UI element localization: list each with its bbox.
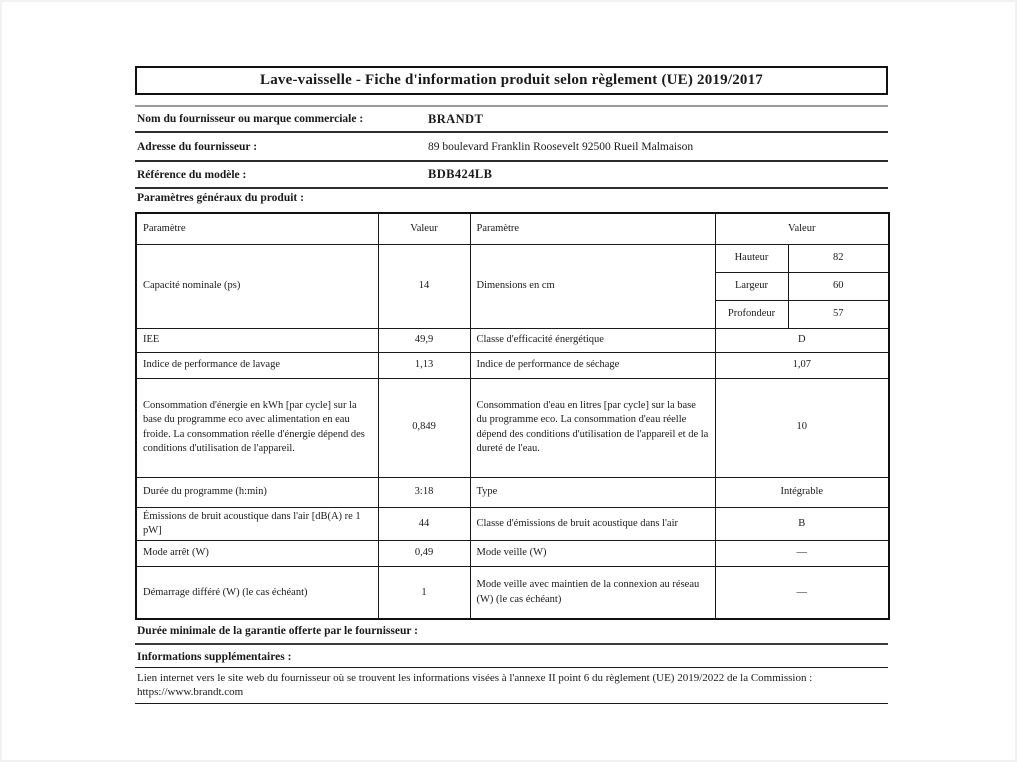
param-right-label: Indice de performance de séchage (470, 352, 715, 378)
general-parameters-table (135, 212, 890, 620)
header-param-right: Paramètre (470, 213, 715, 244)
supplier-address-value: 89 boulevard Franklin Roosevelt 92500 Rueil Malmaison (428, 140, 694, 153)
param-right-label: Classe d'émissions de bruit acoustique dans l'air (470, 507, 715, 540)
model-reference-value: BDB424LB (428, 167, 493, 181)
param-left-value: 0,849 (378, 378, 470, 477)
additional-info-label: Informations supplémentaires : (137, 651, 292, 663)
table-row (136, 352, 889, 378)
param-right-label: Mode veille avec maintien de la connexion au réseau (W) (le cas échéant) (470, 566, 715, 619)
param-left-value: 44 (378, 507, 470, 540)
dimensions-label: Dimensions en cm (470, 244, 715, 328)
param-left-label: Indice de performance de lavage (136, 352, 378, 378)
param-right-value: — (715, 566, 889, 619)
document-title-box (135, 66, 888, 95)
supplier-address-label: Adresse du fournisseur : (137, 140, 258, 153)
param-right-label: Consommation d'eau en litres [par cycle] sur la base du programme eco. La consommation d'eau réelle dépend des conditions d'utilisation de l'appareil et de la dureté de l'eau. (470, 378, 715, 477)
param-right-value: 1,07 (715, 352, 889, 378)
param-left-label: Démarrage différé (W) (le cas échéant) (136, 566, 378, 619)
param-right-label: Mode veille (W) (470, 540, 715, 566)
supplier-info (135, 107, 888, 189)
param-left-label: IEE (136, 328, 378, 352)
table-header-row (136, 213, 889, 244)
table-row (136, 477, 889, 507)
param-left-value: 49,9 (378, 328, 470, 352)
model-reference-label: Référence du modèle : (137, 168, 247, 181)
supplier-name-value: BRANDT (428, 111, 484, 126)
param-left-label: Durée du programme (h:min) (136, 477, 378, 507)
dimension-width-value: 60 (788, 272, 889, 300)
dimension-depth-value: 57 (788, 300, 889, 328)
param-right-label: Type (470, 477, 715, 507)
dimension-height-label: Hauteur (715, 244, 788, 272)
warranty-label: Durée minimale de la garantie offerte par le fournisseur : (137, 625, 418, 637)
table-row (136, 378, 889, 477)
table-row (136, 566, 889, 619)
param-left-value: 0,49 (378, 540, 470, 566)
header-value-left: Valeur (378, 213, 470, 244)
warranty-row (135, 619, 888, 645)
param-left-value: 1 (378, 566, 470, 619)
capacity-value: 14 (378, 244, 470, 328)
document-title: Lave-vaisselle - Fiche d'information produit selon règlement (UE) 2019/2017 (259, 72, 763, 88)
param-left-label: Consommation d'énergie en kWh [par cycle] sur la base du programme eco avec alimentation en eau froide. La consommation réelle d'énergie dépend des conditions d'utilisation de l'appareil. (136, 378, 378, 477)
param-right-value: 10 (715, 378, 889, 477)
table-row (136, 244, 889, 272)
supplier-name-row (135, 107, 888, 133)
param-right-value: Intégrable (715, 477, 889, 507)
param-left-value: 1,13 (378, 352, 470, 378)
dimension-width-label: Largeur (715, 272, 788, 300)
table-row (136, 540, 889, 566)
supplier-address-row (135, 133, 888, 162)
dimension-depth-label: Profondeur (715, 300, 788, 328)
supplier-link-label: Lien internet vers le site web du fournisseur où se trouvent les informations visées à l'annexe II point 6 du règlement (UE) 2019/2022 de la Commission : (137, 672, 813, 684)
dimension-height-value: 82 (788, 244, 889, 272)
param-left-value: 3:18 (378, 477, 470, 507)
param-right-value: B (715, 507, 889, 540)
table-row (136, 507, 889, 540)
param-right-label: Classe d'efficacité énergétique (470, 328, 715, 352)
param-right-value: — (715, 540, 889, 566)
model-reference-row (135, 162, 888, 189)
header-param-left: Paramètre (136, 213, 378, 244)
general-parameters-section-label: Paramètres généraux du produit : (137, 192, 304, 204)
supplier-link-paragraph (135, 671, 888, 704)
capacity-label: Capacité nominale (ps) (136, 244, 378, 328)
header-value-right: Valeur (715, 213, 889, 244)
param-left-label: Mode arrêt (W) (136, 540, 378, 566)
supplier-link-url[interactable]: https://www.brandt.com (137, 686, 244, 699)
supplier-name-label: Nom du fournisseur ou marque commerciale : (137, 113, 364, 125)
param-right-value: D (715, 328, 889, 352)
additional-info-row (135, 647, 888, 668)
param-left-label: Émissions de bruit acoustique dans l'air [dB(A) re 1 pW] (136, 507, 378, 540)
table-row (136, 328, 889, 352)
